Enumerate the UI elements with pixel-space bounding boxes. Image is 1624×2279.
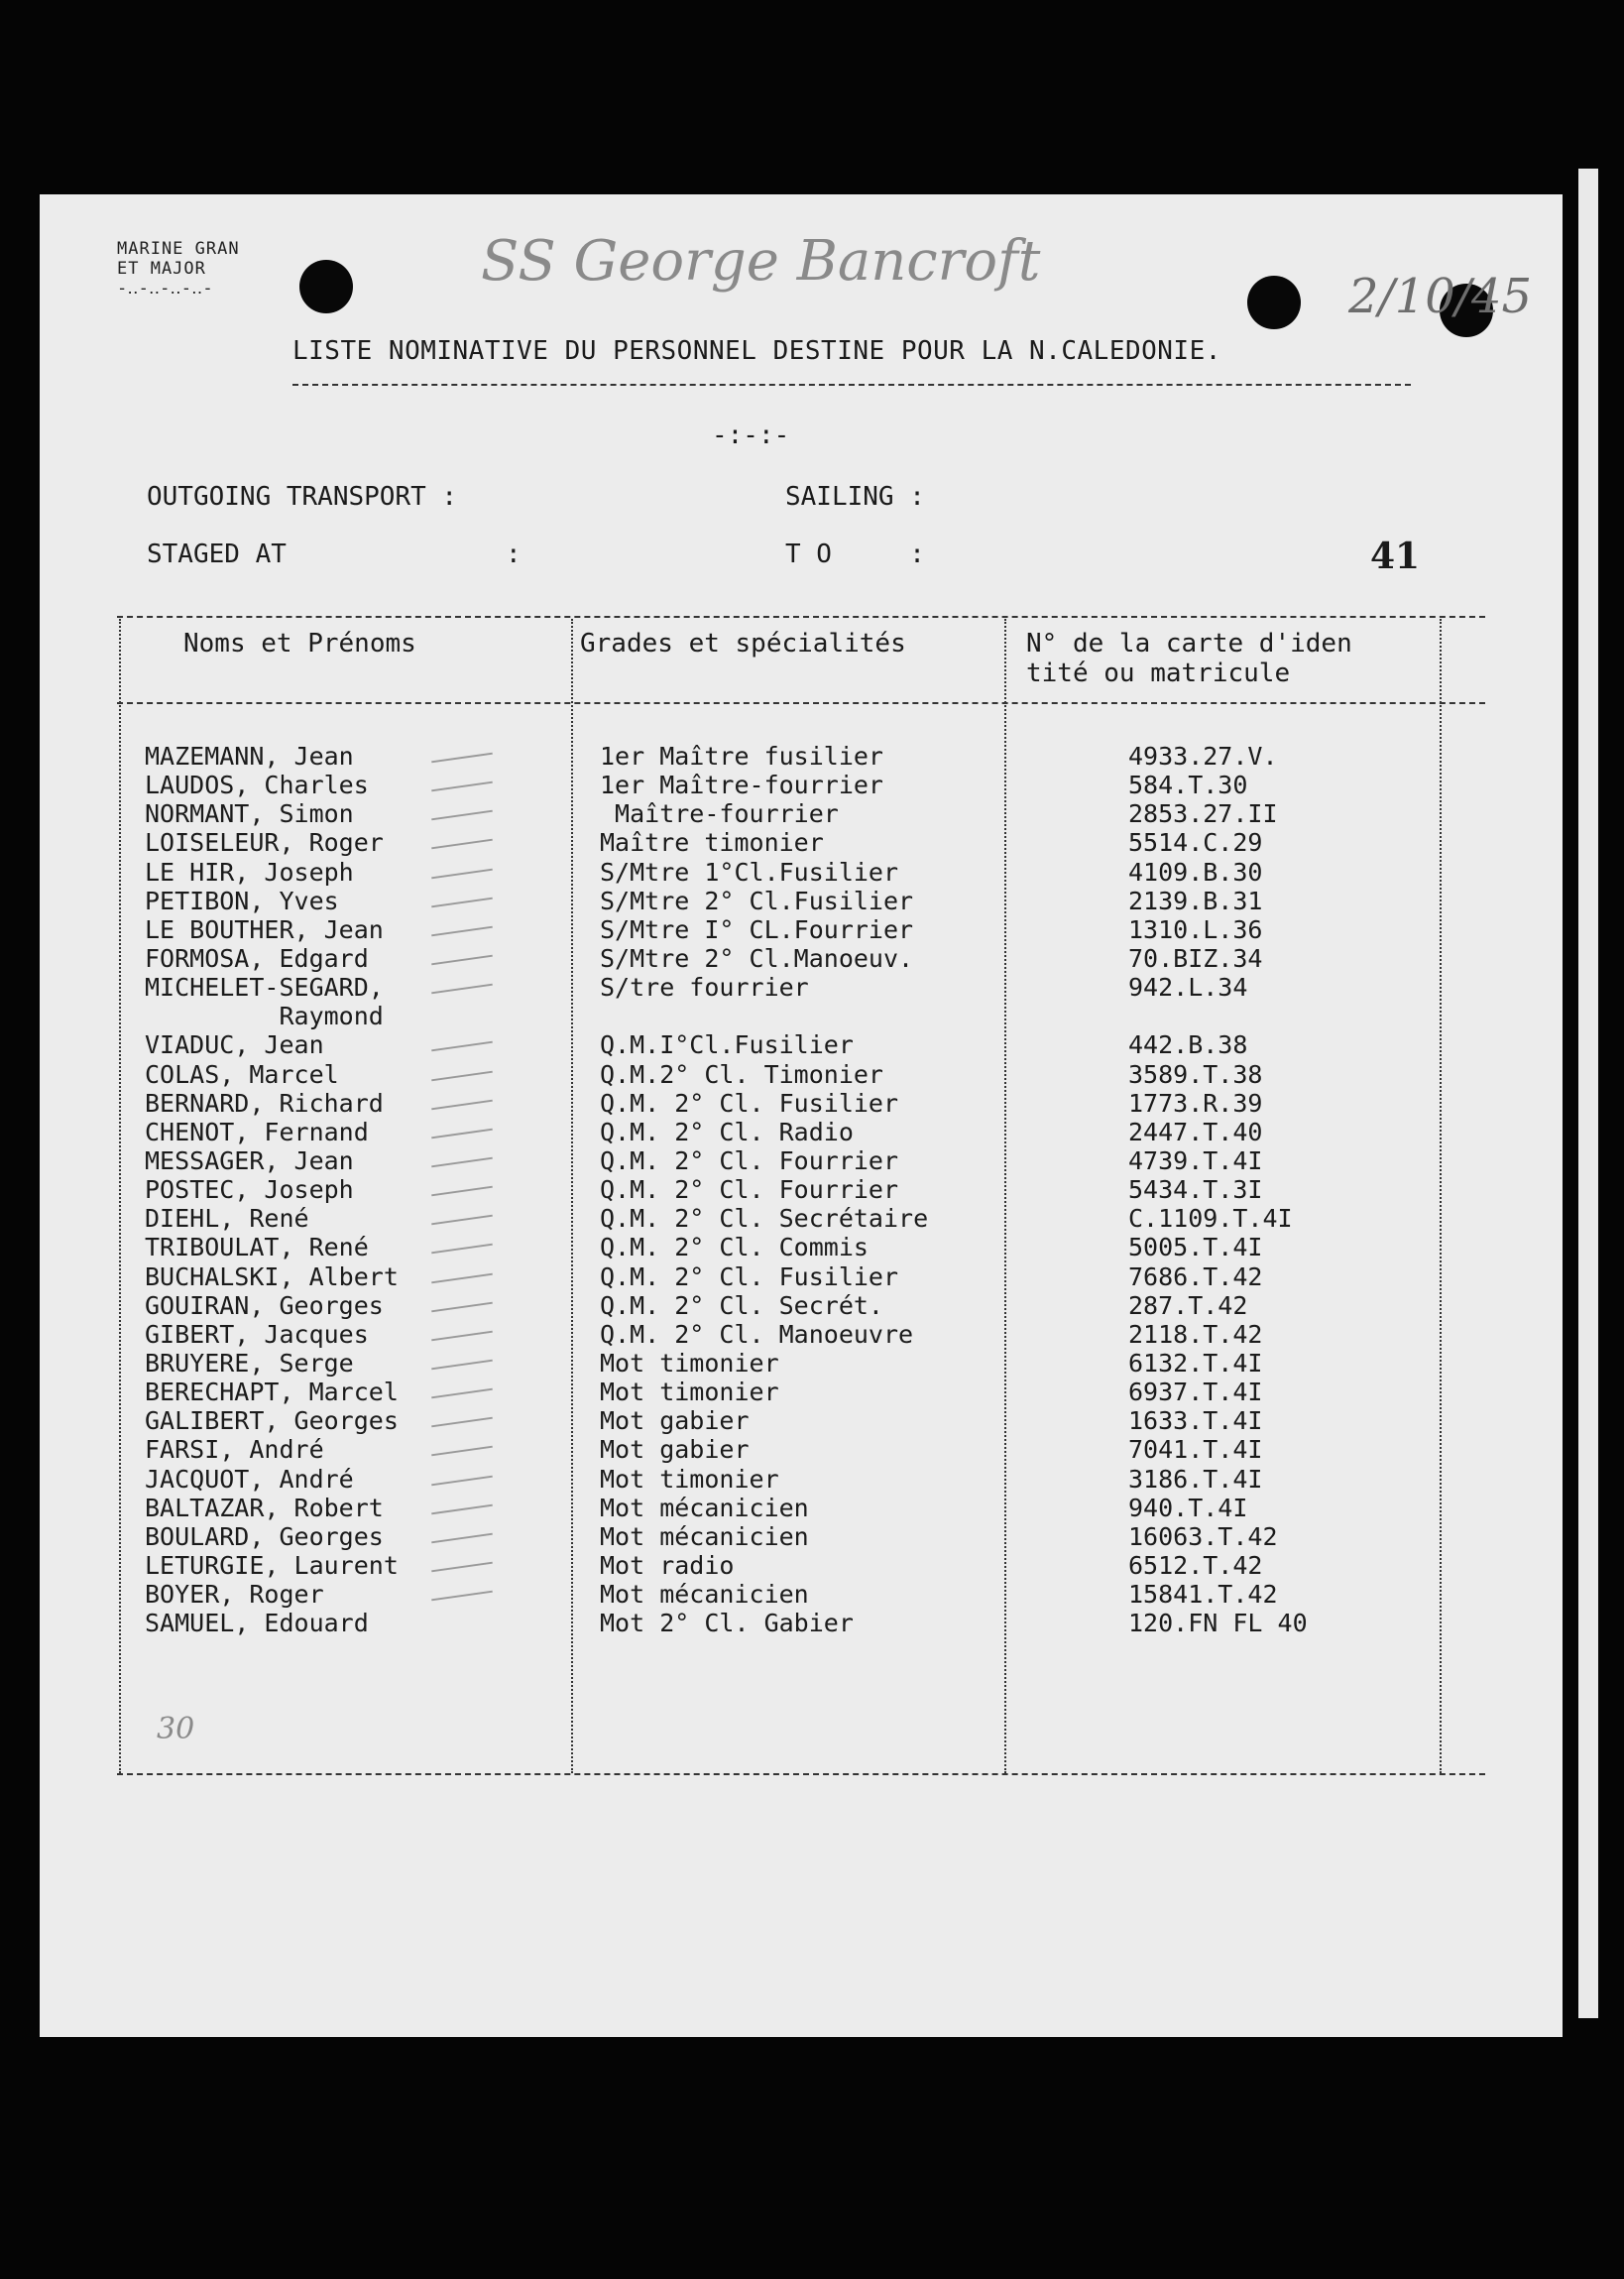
person-name: CHENOT, Fernand [145, 1117, 369, 1146]
check-mark [431, 810, 493, 821]
person-name: MESSAGER, Jean [145, 1145, 354, 1175]
person-id: 4109.B.30 [1128, 857, 1263, 887]
punch-hole [1247, 276, 1301, 329]
person-grade: S/Mtre 1°Cl.Fusilier [600, 857, 899, 887]
column-header-grade: Grades et spécialités [580, 629, 906, 659]
personnel-list [40, 742, 1563, 1637]
person-name: FORMOSA, Edgard [145, 943, 369, 973]
check-mark [431, 1129, 493, 1140]
person-id: C.1109.T.4I [1128, 1204, 1293, 1234]
table-row [40, 1378, 1563, 1406]
person-id: 5005.T.4I [1128, 1233, 1263, 1262]
person-grade: 1er Maître fusilier [600, 742, 883, 771]
person-grade: Mot gabier [600, 1406, 750, 1436]
person-id: 442.B.38 [1128, 1030, 1248, 1060]
person-id: 70.BIZ.34 [1128, 943, 1263, 973]
section-separator: -:-:- [712, 420, 790, 450]
table-row [40, 1609, 1563, 1637]
person-grade: Mot mécanicien [600, 1521, 809, 1551]
person-name: BERECHAPT, Marcel [145, 1378, 399, 1407]
person-name: BRUYERE, Serge [145, 1348, 354, 1378]
person-id: 5434.T.3I [1128, 1175, 1263, 1205]
person-grade: Mot gabier [600, 1435, 750, 1465]
person-id: 4739.T.4I [1128, 1145, 1263, 1175]
person-id: 2853.27.II [1128, 799, 1278, 829]
page-number: 41 [1370, 536, 1421, 577]
check-mark [431, 868, 493, 879]
table-row [40, 1551, 1563, 1580]
check-mark [431, 984, 493, 995]
person-name: BUCHALSKI, Albert [145, 1261, 399, 1291]
document-page [40, 194, 1563, 2037]
column-header-name: Noms et Prénoms [183, 629, 416, 659]
punch-hole [299, 260, 353, 313]
table-row [40, 1060, 1563, 1089]
table-row [40, 973, 1563, 1002]
check-mark [431, 1591, 493, 1602]
person-grade: Maître-fourrier [600, 799, 839, 829]
table-row [40, 1406, 1563, 1435]
check-mark [431, 1301, 493, 1312]
person-id: 6937.T.4I [1128, 1378, 1263, 1407]
person-id: 942.L.34 [1128, 973, 1248, 1003]
person-id: 287.T.42 [1128, 1290, 1248, 1320]
handwritten-date: 2/10/45 [1348, 269, 1533, 324]
staged-at-label: STAGED AT [147, 540, 287, 569]
check-mark [431, 1272, 493, 1283]
check-mark [431, 1388, 493, 1399]
person-grade: Q.M. 2° Cl. Fusilier [600, 1261, 899, 1291]
person-name: GALIBERT, Georges [145, 1406, 399, 1436]
table-row [40, 858, 1563, 887]
person-grade: Mot timonier [600, 1348, 779, 1378]
table-row [40, 1494, 1563, 1522]
check-mark [431, 839, 493, 850]
table-row [40, 1435, 1563, 1464]
person-id: 1310.L.36 [1128, 914, 1263, 944]
check-mark [431, 1070, 493, 1081]
check-mark [431, 1446, 493, 1457]
person-name: GOUIRAN, Georges [145, 1290, 384, 1320]
person-grade: Q.M. 2° Cl. Fourrier [600, 1145, 899, 1175]
person-id: 940.T.4I [1128, 1493, 1248, 1522]
table-row [40, 1465, 1563, 1494]
check-mark [431, 1215, 493, 1226]
check-mark [431, 1360, 493, 1371]
table-row [40, 1262, 1563, 1291]
person-name: DIEHL, René [145, 1204, 309, 1234]
table-row [40, 1522, 1563, 1551]
person-id: 1633.T.4I [1128, 1406, 1263, 1436]
table-row [40, 828, 1563, 857]
person-name: LOISELEUR, Roger [145, 828, 384, 858]
person-name: MICHELET-SEGARD, [145, 973, 384, 1003]
check-mark [431, 926, 493, 937]
person-grade: Q.M. 2° Cl. Secrét. [600, 1290, 883, 1320]
column-header-id-line1: N° de la carte d'iden [1026, 629, 1352, 659]
check-mark [431, 1532, 493, 1543]
person-name: FARSI, André [145, 1435, 324, 1465]
table-row [40, 742, 1563, 771]
person-grade: Q.M. 2° Cl. Fourrier [600, 1175, 899, 1205]
table-row [40, 1580, 1563, 1609]
table-row [40, 1233, 1563, 1261]
person-grade: Mot 2° Cl. Gabier [600, 1609, 854, 1638]
person-name: BERNARD, Richard [145, 1088, 384, 1118]
table-row [40, 1204, 1563, 1233]
person-grade: Q.M. 2° Cl. Fusilier [600, 1088, 899, 1118]
person-id: 3186.T.4I [1128, 1464, 1263, 1494]
person-grade: Q.M. 2° Cl. Radio [600, 1117, 854, 1146]
person-name: BOULARD, Georges [145, 1521, 384, 1551]
person-name: GIBERT, Jacques [145, 1319, 369, 1349]
handwritten-ship-name: SS George Bancroft [481, 229, 1041, 294]
person-name: PETIBON, Yves [145, 886, 339, 915]
person-grade: Mot timonier [600, 1464, 779, 1494]
check-mark [431, 1244, 493, 1255]
stamp-underline: -‥-‥-‥-‥- [117, 279, 213, 299]
handwritten-count: 30 [157, 1712, 195, 1746]
marine-stamp [117, 239, 240, 299]
table-row [40, 1175, 1563, 1204]
person-grade: Mot radio [600, 1550, 735, 1580]
check-mark [431, 1475, 493, 1486]
person-grade: Q.M.2° Cl. Timonier [600, 1059, 883, 1089]
person-id: 15841.T.42 [1128, 1580, 1278, 1610]
title-underline [292, 384, 1411, 386]
person-grade: Mot mécanicien [600, 1580, 809, 1610]
person-id: 3589.T.38 [1128, 1059, 1263, 1089]
person-grade: S/Mtre 2° Cl.Fusilier [600, 886, 914, 915]
person-name: LE BOUTHER, Jean [145, 914, 384, 944]
person-grade: Q.M. 2° Cl. Manoeuvre [600, 1319, 914, 1349]
check-mark [431, 1562, 493, 1573]
column-header-id-line2: tité ou matricule [1026, 659, 1291, 688]
person-grade: Mot timonier [600, 1378, 779, 1407]
table-row [40, 1146, 1563, 1175]
table-row [40, 771, 1563, 799]
check-mark [431, 1157, 493, 1168]
table-row [40, 1002, 1563, 1030]
person-name: Raymond [145, 1002, 384, 1031]
outgoing-transport-label: OUTGOING TRANSPORT : [147, 482, 458, 512]
check-mark [431, 1503, 493, 1514]
check-mark [431, 1041, 493, 1052]
person-name: LETURGIE, Laurent [145, 1550, 399, 1580]
person-id: 120.FN FL 40 [1128, 1609, 1308, 1638]
person-name: MAZEMANN, Jean [145, 742, 354, 771]
person-name: TRIBOULAT, René [145, 1233, 369, 1262]
stamp-line-2: ET MAJOR [117, 259, 206, 279]
person-name: LAUDOS, Charles [145, 771, 369, 800]
person-id: 2447.T.40 [1128, 1117, 1263, 1146]
person-id: 2118.T.42 [1128, 1319, 1263, 1349]
stamp-line-1: MARINE GRAN [117, 239, 240, 259]
person-grade: Mot mécanicien [600, 1493, 809, 1522]
table-row [40, 1349, 1563, 1378]
to-label: T O : [785, 540, 925, 569]
person-id: 7686.T.42 [1128, 1261, 1263, 1291]
table-header-border [117, 702, 1485, 704]
person-grade: Q.M. 2° Cl. Secrétaire [600, 1204, 929, 1234]
person-name: VIADUC, Jean [145, 1030, 324, 1060]
person-id: 16063.T.42 [1128, 1521, 1278, 1551]
person-id: 1773.R.39 [1128, 1088, 1263, 1118]
table-row [40, 915, 1563, 944]
person-id: 584.T.30 [1128, 771, 1248, 800]
table-row [40, 887, 1563, 915]
person-name: COLAS, Marcel [145, 1059, 339, 1089]
table-row [40, 1320, 1563, 1349]
check-mark [431, 753, 493, 764]
check-mark [431, 1099, 493, 1110]
person-id: 4933.27.V. [1128, 742, 1278, 771]
table-row [40, 1030, 1563, 1059]
person-name: BOYER, Roger [145, 1580, 324, 1610]
table-row [40, 1118, 1563, 1146]
person-id: 6512.T.42 [1128, 1550, 1263, 1580]
person-name: LE HIR, Joseph [145, 857, 354, 887]
table-row [40, 1291, 1563, 1320]
person-id: 7041.T.4I [1128, 1435, 1263, 1465]
person-grade: S/Mtre I° CL.Fourrier [600, 914, 914, 944]
check-mark [431, 781, 493, 792]
check-mark [431, 1186, 493, 1197]
person-grade: S/Mtre 2° Cl.Manoeuv. [600, 943, 914, 973]
person-grade: Q.M.I°Cl.Fusilier [600, 1030, 854, 1060]
sailing-label: SAILING : [785, 482, 925, 512]
person-grade: S/tre fourrier [600, 973, 809, 1003]
table-top-border [117, 616, 1485, 618]
person-name: POSTEC, Joseph [145, 1175, 354, 1205]
adjacent-page-edge [1578, 169, 1598, 2018]
person-name: BALTAZAR, Robert [145, 1493, 384, 1522]
table-row [40, 944, 1563, 973]
person-id: 2139.B.31 [1128, 886, 1263, 915]
check-mark [431, 1417, 493, 1428]
person-grade: Q.M. 2° Cl. Commis [600, 1233, 869, 1262]
table-row [40, 1089, 1563, 1118]
person-id: 6132.T.4I [1128, 1348, 1263, 1378]
document-title: LISTE NOMINATIVE DU PERSONNEL DESTINE POUR LA N.CALEDONIE. [292, 336, 1221, 366]
table-row [40, 799, 1563, 828]
check-mark [431, 897, 493, 907]
check-mark [431, 955, 493, 966]
person-grade: 1er Maître-fourrier [600, 771, 883, 800]
person-name: NORMANT, Simon [145, 799, 354, 829]
staged-at-colon: : [506, 540, 522, 569]
check-mark [431, 1331, 493, 1342]
person-id: 5514.C.29 [1128, 828, 1263, 858]
person-name: JACQUOT, André [145, 1464, 354, 1494]
table-bottom-border [117, 1773, 1485, 1775]
person-grade: Maître timonier [600, 828, 824, 858]
person-name: SAMUEL, Edouard [145, 1609, 369, 1638]
